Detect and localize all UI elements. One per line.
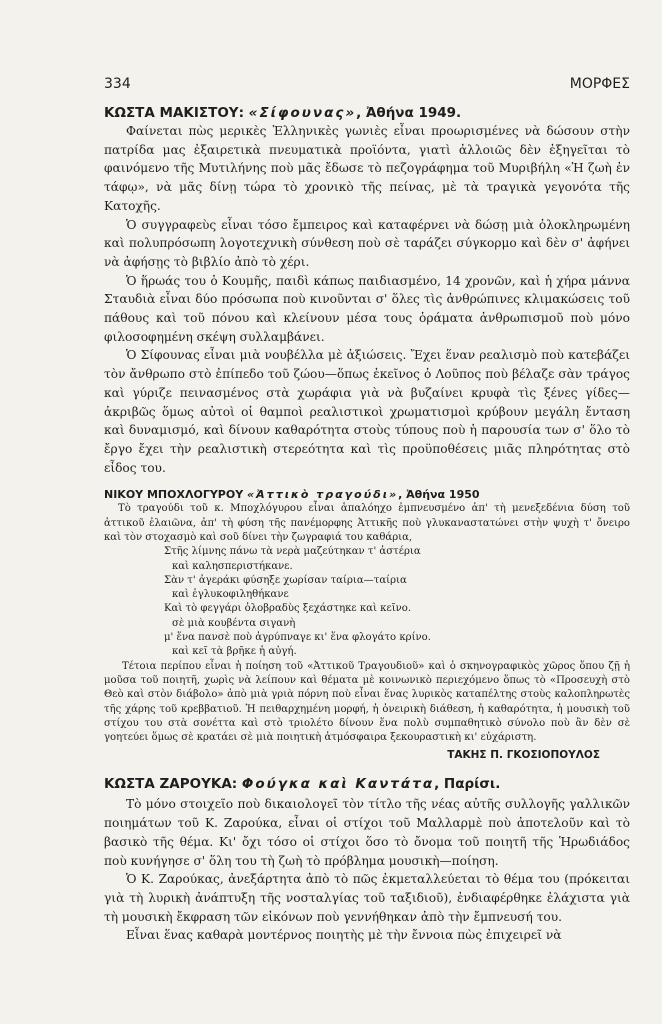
poem-line: Σὰν τ' ἀγεράκι φύσηξε χωρίσαν ταίρια—ταίρια xyxy=(164,574,407,586)
poem-excerpt xyxy=(104,545,630,659)
review-author: ΚΩΣΤΑ ΜΑΚΙΣΤΟΥ: xyxy=(104,105,244,121)
page-header xyxy=(104,76,630,92)
review-paragraph: Φαίνεται πὼς μερικὲς Ἑλληνικὲς γωνιὲς εἶναι προωρισμένες νὰ δώσουν στὴν πατρίδα μας ἐξαιρετικὰ πνευματικὰ προϊόντα, γιατὶ ἀλλοιῶς δὲν ἐξηγεῖται τὸ φαινόμενο τῆς Μυτιλήνης ποὺ μᾶς ἔδωσε τὸ πεζογράφημα τοῦ Μυριβήλη «Ἡ ζωὴ ἐν τάφῳ», νὰ μᾶς δίνῃ τώρα τὸ χρονικὸ τῆς πείνας, μὲ τὰ τραγικὰ γεγονότα τῆς Κατοχῆς. xyxy=(104,124,630,213)
journal-page xyxy=(104,76,630,945)
review-paragraph: Ὁ Κ. Ζαρούκας, ἀνεξάρτητα ἀπὸ τὸ πῶς ἐκμεταλλεύεται τὸ θέμα του (πρόκειται γιὰ τὴ λυρικὴ ἀνάπτυξη τῆς νοσταλγίας τοῦ ταξιδιοῦ), ἐνδιαφέρθηκε ἐλάχιστα γιὰ τὴ μουσικὴ ἔκφραση τῶν εἰκόνων ποὺ γεννήθηκαν ἀπὸ τὴν ἔμπνευσή του. xyxy=(104,872,630,924)
review-makistou xyxy=(104,104,630,477)
review-heading xyxy=(104,487,630,502)
review-place: , Ἀθήνα 1950 xyxy=(398,488,480,502)
review-place: , Ἀθήνα 1949. xyxy=(356,105,462,121)
poem-line: καὶ καλησπεριστήκανε. xyxy=(172,560,293,572)
review-paragraph: Τὸ μόνο στοιχεῖο ποὺ δικαιολογεῖ τὸν τίτλο τῆς νέας αὐτῆς συλλογῆς γαλλικῶν ποιημάτων τοῦ Κ. Ζαρούκα, εἶναι οἱ στίχοι τοῦ Μαλλαρμὲ ποὺ ἀποτελοῦν καὶ τὸ βασικὸ τῆς θέμα. Κι' ὄχι τόσο οἱ στίχοι ὅσο τὸ ὄνομα τοῦ ποιητῆ τῆς Ἡρωδιάδος ποὺ κυνήγησε σ' ὅλη του τὴ ζωὴ τὸ πρόβλημα μουσικὴ—ποίηση. xyxy=(104,797,630,868)
reviewer-signature: ΤΑΚΗΣ Π. ΓΚΟΣΙΟΠΟΥΛΟΣ xyxy=(447,749,600,762)
review-book-title: «Σίφουνας» xyxy=(248,105,357,121)
review-book-title: Φούγκα καὶ Καντάτα xyxy=(241,776,435,793)
review-author: ΚΩΣΤΑ ΖΑΡΟΥΚΑ: xyxy=(104,776,238,793)
review-zarouka xyxy=(104,775,630,945)
journal-name: ΜΟΡΦΕΣ xyxy=(569,76,630,92)
review-heading xyxy=(104,104,630,122)
review-bochlogyrou xyxy=(104,487,630,761)
review-heading xyxy=(104,775,630,793)
poem-line: καὶ κεῖ τὰ βρῆκε ἡ αὐγή. xyxy=(172,646,297,658)
review-paragraph: Ὁ συγγραφεὺς εἶναι τόσο ἔμπειρος καὶ καταφέρνει νὰ δώσῃ μιὰ ὁλοκληρωμένη καὶ πολυπρόσωπη λογοτεχνικὴ σύνθεση ποὺ σὲ ταράζει σύγκορμο καὶ δὲν σ' ἀφήνει νὰ ἀφήσῃς τὸ βιβλίο ἀπὸ τὸ χέρι. xyxy=(104,217,630,269)
review-paragraph: Τέτοια περίπου εἶναι ἡ ποίηση τοῦ «Ἀττικοῦ Τραγουδιοῦ» καὶ ὁ σκηνογραφικὸς χῶρος ὅπου ζῇ ἡ μοῦσα τοῦ ποιητῆ, χωρὶς νὰ λείπουν καὶ θέματα μὲ κοινωνικὸ περιεχόμενο ὅπως τὸ «Προσευχὴ στὸ Θεὸ καὶ στὸν διάβολο» ἀπὸ μιὰ γριὰ πόρνη ποὺ εἶναι ἕνας λυρικὸς καταπέλτης στοὺς καλοπληρωτὲς τῆς χάρης τοῦ κρεββατιοῦ. Ἡ πειθαρχημένη μορφή, ἡ ὀνειρικὴ διάθεση, ἡ καθαρότητα, ἡ μουσικὴ τοῦ στίχου του στὰ σονέττα καὶ στὸ τριολέτο δίνουν ἕνα πολὺ συμπαθητικὸ σύνολο ποὺ ἂν δὲν σὲ γοητεύει ὅμως σὲ κρατάει σὲ μιὰ ποιητικὴ ἀτμόσφαιρα ξεκουραστικὴ κι' εὐχάριστη. xyxy=(104,660,630,744)
poem-line: σὲ μιὰ κουβέντα σιγανὴ xyxy=(172,617,296,629)
page-number: 334 xyxy=(104,76,131,92)
poem-line: Καὶ τὸ φεγγάρι ὁλοβραδὺς ξεχάστηκε καὶ κεῖνο. xyxy=(164,603,412,615)
review-paragraph: Ὁ ἥρωάς του ὁ Κουμῆς, παιδὶ κάπως παιδιασμένο, 14 χρονῶν, καὶ ἡ χήρα μάννα Σταυδιὰ εἶναι δύο πρόσωπα ποὺ κινοῦνται σ' ὅλες τὶς ἀνθρώπινες κλιμακώσεις τοῦ πάθους καὶ τοῦ πόνου καὶ κλείνουν μέσα τους ὁράματα ἀνθρωπισμοῦ ποὺ μόνο φιλοσοφημένη σκέψη συλλαμβάνει. xyxy=(104,273,630,344)
review-paragraph: Εἶναι ἕνας καθαρὰ μοντέρνος ποιητὴς μὲ τὴν ἔννοια πὼς ἐπιχειρεῖ νὰ xyxy=(126,928,562,943)
review-paragraph: Ὁ Σίφουνας εἶναι μιὰ νουβέλλα μὲ ἀξιώσεις. Ἔχει ἕναν ρεαλισμὸ ποὺ κατεβάζει τὸν ἄνθρωπο στὸ ἐπίπεδο τοῦ ζώου—ὅπως ἐκεῖνος ὁ Λοῦπος ποὺ βέλαζε σὰν τράγος καὶ γύριζε πεινασμένος στὰ χωράφια γιὰ νὰ βυζαίνει κρυφὰ τὶς ξένες γίδες—ἀκριβῶς ὅμως αὐτοὶ οἱ θαμποὶ ρεαλιστικοὶ χρωματισμοὶ κρύβουν μεγάλη ἔνταση καὶ δυναμισμό, καὶ δίνουν καθαρότητα στοὺς τύπους ποὺ ἡ παρουσία των σ' ὅλο τὸ ἔργο ἔχει τὴν ρεαλιστικὴ στερεότητα καὶ τὶς προϋποθέσεις μιᾶς πληρότητας στὸ εἶδος του. xyxy=(104,348,630,475)
poem-line: Στῆς λίμνης πάνω τὰ νερὰ μαζεύτηκαν τ' ἀστέρια xyxy=(164,546,421,558)
poem-line: μ' ἕνα πανσὲ ποὺ ἀγρύπναγε κι' ἕνα φλογάτο κρίνο. xyxy=(164,632,431,644)
review-intro: Τὸ τραγούδι τοῦ κ. Μποχλόγυρου εἶναι ἁπαλόηχο ἐμπνευσμένο ἀπ' τὴ μενεξεδένια δύση τοῦ ἀττικοῦ ἐλαιῶνα, ἀπ' τὴ φύση τῆς πανέμορφης Ἀττικῆς ποὺ γλυκαναστατώνει στὴν ψυχὴ τ' ὄνειρο καὶ τὸν στοχασμὸ καὶ σοῦ δίνει τὴν ζωγραφιά του καθάρια, xyxy=(104,503,630,543)
review-author: ΝΙΚΟΥ ΜΠΟΧΛΟΓΥΡΟΥ xyxy=(104,488,244,502)
review-book-title: «Ἀττικὸ τραγούδι» xyxy=(247,488,399,502)
poem-line: καὶ ἐγλυκοφιληθήκανε xyxy=(172,589,289,601)
review-place: , Παρίσι. xyxy=(434,776,501,793)
